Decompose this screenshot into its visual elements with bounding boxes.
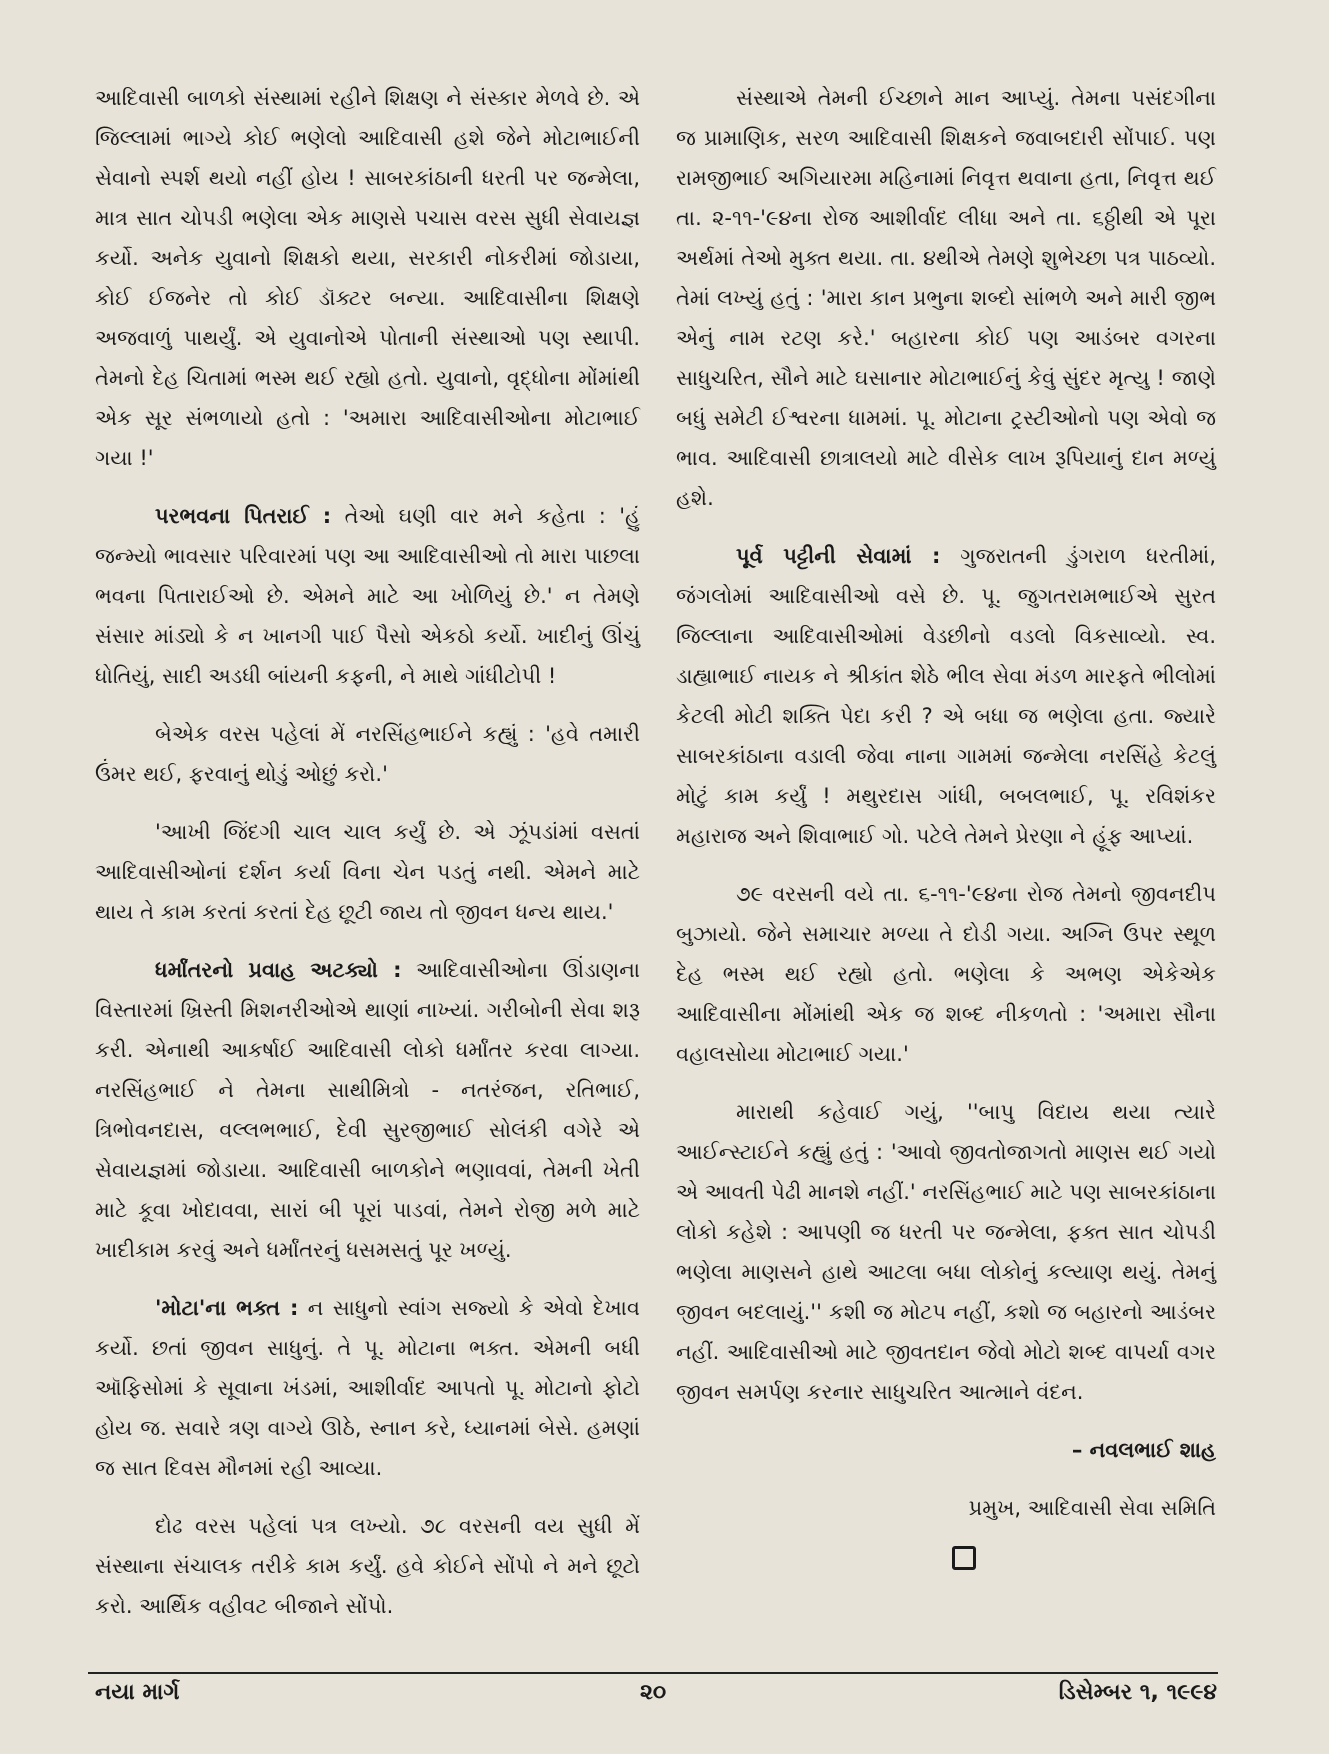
footer-page-number: ૨૦ — [640, 1680, 667, 1705]
section-lead: પૂર્વ પટ્ટીની સેવામાં : — [736, 544, 941, 568]
paragraph: બેએક વરસ પહેલાં મેં નરસિંહભાઈને કહ્યું : 'હવે તમારી ઉંમર થઈ, ફરવાનું થોડું ઓછું કરો.' — [95, 722, 640, 786]
paragraph-text: ગુજરાતની ડુંગરાળ ધરતીમાં, જંગલોમાં આદિવાસીઓ વસે છે. પૂ. જુગતરામભાઈએ સુરત જિલ્લાના આદિવાસીઓમાં વેડછીનો વડલો વિકસાવ્યો. સ્વ. ડાહ્યાભાઈ નાયક ને શ્રીકાંત શેઠે ભીલ સેવા મંડળ મારફતે ભીલોમાં કેટલી મોટી શક્તિ પેદા કરી ? એ બધા જ ભણેલા હતા. જ્યારે સાબરકાંઠાના વડાલી જેવા નાના ગામમાં જન્મેલા નરસિંહે કેટલું મોટું કામ કર્યું ! મથુરદાસ ગાંધી, બબલભાઈ, પૂ. રવિશંકર મહારાજ અને શિવાભાઈ ગો. પટેલે તેમને પ્રેરણા ને હૂંફ આપ્યાં. — [676, 544, 1216, 848]
paragraph-text: ન સાધુનો સ્વાંગ સજ્યો કે એવો દેખાવ કર્યો. છતાં જીવન સાધુનું. તે પૂ. મોટાના ભક્ત. એમની બધી ઑફિસોમાં કે સૂવાના ખંડમાં, આશીર્વાદ આપતો પૂ. મોટાનો ફોટો હોય જ. સવારે ત્રણ વાગ્યે ઊઠે, સ્નાન કરે, ધ્યાનમાં બેસે. હમણાં જ સાત દિવસ મૌનમાં રહી આવ્યા. — [95, 1296, 640, 1480]
paragraph — [95, 950, 640, 1270]
paragraph — [676, 536, 1216, 856]
paragraph — [95, 1288, 640, 1488]
author-signature: – નવલભાઈ શાહ — [1071, 1438, 1216, 1462]
section-lead: 'મોટા'ના ભક્ત : — [155, 1296, 299, 1320]
author-designation: પ્રમુખ, આદિવાસી સેવા સમિતિ — [968, 1496, 1216, 1520]
footer-publication: નયા માર્ગ — [95, 1680, 180, 1705]
paragraph: દોઢ વરસ પહેલાં પત્ર લખ્યો. ૭૮ વરસની વય સુધી મેં સંસ્થાના સંચાલક તરીકે કામ કર્યું. હવે કોઈને સોંપો ને મને છૂટો કરો. આર્થિક વહીવટ બીજાને સોંપો. — [95, 1514, 640, 1618]
section-lead: પરભવના પિતરાઈ : — [155, 504, 332, 528]
paragraph: 'આખી જિંદગી ચાલ ચાલ કર્યું છે. એ ઝૂંપડાંમાં વસતાં આદિવાસીઓનાં દર્શન કર્યા વિના ચેન પડતું નથી. એમને માટે થાય તે કામ કરતાં કરતાં દેહ છૂટી જાય તો જીવન ધન્ય થાય.' — [95, 820, 640, 924]
paragraph: મારાથી કહેવાઈ ગયું, ''બાપુ વિદાય થયા ત્યારે આઈન્સ્ટાઈને કહ્યું હતું : 'આવો જીવતોજાગતો માણસ થઈ ગયો એ આવતી પેઢી માનશે નહીં.' નરસિંહભાઈ માટે પણ સાબરકાંઠાના લોકો કહેશે : આપણી જ ધરતી પર જન્મેલા, ફક્ત સાત ચોપડી ભણેલા માણસને હાથે આટલા બધા લોકોનું કલ્યાણ થયું. તેમનું જીવન બદલાયું.'' કશી જ મોટપ નહીં, કશો જ બહારનો આડંબર નહીં. આદિવાસીઓ માટે જીવતદાન જેવો મોટો શબ્દ વાપર્યા વગર જીવન સમર્પણ કરનાર સાધુચરિત આત્માને વંદન. — [676, 1100, 1216, 1404]
end-mark-icon — [952, 1546, 976, 1570]
section-lead: ધર્માંતરનો પ્રવાહ અટક્યો : — [155, 958, 402, 982]
footer-divider — [88, 1672, 1218, 1674]
footer-date: ડિસેમ્બર ૧, ૧૯૯૪ — [1058, 1680, 1217, 1705]
paragraph-text: આદિવાસીઓના ઊંડાણના વિસ્તારમાં ખ્રિસ્તી મિશનરીઓએ થાણાં નાખ્યાં. ગરીબોની સેવા શરૂ કરી. એનાથી આકર્ષાઈ આદિવાસી લોકો ધર્માંતર કરવા લાગ્યા. નરસિંહભાઈ ને તેમના સાથીમિત્રો - નતરંજન, રતિભાઈ, ત્રિભોવનદાસ, વલ્લભભાઈ, દેવી સુરજીભાઈ સોલંકી વગેરે એ સેવાયજ્ઞમાં જોડાયા. આદિવાસી બાળકોને ભણાવવાં, તેમની ખેતી માટે કૂવા ખોદાવવા, સારાં બી પૂરાં પાડવાં, તેમને રોજી મળે માટે ખાદીકામ કરવું અને ધર્માંતરનું ધસમસતું પૂર ખળ્યું. — [95, 958, 640, 1262]
left-column — [95, 78, 640, 1644]
paragraph: આદિવાસી બાળકો સંસ્થામાં રહીને શિક્ષણ ને સંસ્કાર મેળવે છે. એ જિલ્લામાં ભાગ્યે કોઈ ભણેલો આદિવાસી હશે જેને મોટાભાઈની સેવાનો સ્પર્શ થયો નહીં હોય ! સાબરકાંઠાની ધરતી પર જન્મેલા, માત્ર સાત ચોપડી ભણેલા એક માણસે પચાસ વરસ સુધી સેવાયજ્ઞ કર્યો. અનેક યુવાનો શિક્ષકો થયા, સરકારી નોકરીમાં જોડાયા, કોઈ ઈજનેર તો કોઈ ડૉક્ટર બન્યા. આદિવાસીના શિક્ષણે અજવાળું પાથર્યું. એ યુવાનોએ પોતાની સંસ્થાઓ પણ સ્થાપી. તેમનો દેહ ચિતામાં ભસ્મ થઈ રહ્યો હતો. યુવાનો, વૃદ્ધોના મોંમાંથી એક સૂર સંભળાયો હતો : 'અમારા આદિવાસીઓના મોટાભાઈ ગયા !' — [95, 86, 640, 470]
paragraph: ૭૯ વરસની વયે તા. ૬-૧૧-'૯૪ના રોજ તેમનો જીવનદીપ બુઝાયો. જેને સમાચાર મળ્યા તે દોડી ગયા. અગ્નિ ઉપર સ્થૂળ દેહ ભસ્મ થઈ રહ્યો હતો. ભણેલા કે અભણ એકેએક આદિવાસીના મોંમાંથી એક જ શબ્દ નીકળતો : 'અમારા સૌના વહાલસોયા મોટાભાઈ ગયા.' — [676, 882, 1216, 1066]
paragraph: સંસ્થાએ તેમની ઈચ્છાને માન આપ્યું. તેમના પસંદગીના જ પ્રામાણિક, સરળ આદિવાસી શિક્ષકને જવાબદારી સોંપાઈ. પણ રામજીભાઈ અગિયારમા મહિનામાં નિવૃત્ત થવાના હતા, નિવૃત્ત થઈ તા. ૨-૧૧-'૯૪ના રોજ આશીર્વાદ લીધા અને તા. ૬ઠ્ઠીથી એ પૂરા અર્થમાં તેઓ મુક્ત થયા. તા. ૪થીએ તેમણે શુભેચ્છા પત્ર પાઠવ્યો. તેમાં લખ્યું હતું : 'મારા કાન પ્રભુના શબ્દો સાંભળે અને મારી જીભ એનું નામ રટણ કરે.' બહારના કોઈ પણ આડંબર વગરના સાધુચરિત, સૌને માટે ઘસાનાર મોટાભાઈનું કેવું સુંદર મૃત્યુ ! જાણે બધું સમેટી ઈશ્વરના ધામમાં. પૂ. મોટાના ટ્રસ્ટીઓનો પણ એવો જ ભાવ. આદિવાસી છાત્રાલયો માટે વીસેક લાખ રૂપિયાનું દાન મળ્યું હશે. — [676, 86, 1216, 510]
paragraph — [95, 496, 640, 696]
paragraph-text: તેઓ ઘણી વાર મને કહેતા : 'હું જન્મ્યો ભાવસાર પરિવારમાં પણ આ આદિવાસીઓ તો મારા પાછલા ભવના પિતારાઈઓ છે. એમને માટે આ ખોળિયું છે.' ન તેમણે સંસાર માંડ્યો કે ન ખાનગી પાઈ પૈસો એકઠો કર્યો. ખાદીનું ઊંચું ધોતિયું, સાદી અડધી બાંયની કફની, ને માથે ગાંધીટોપી ! — [95, 504, 640, 688]
right-column — [676, 78, 1216, 1570]
